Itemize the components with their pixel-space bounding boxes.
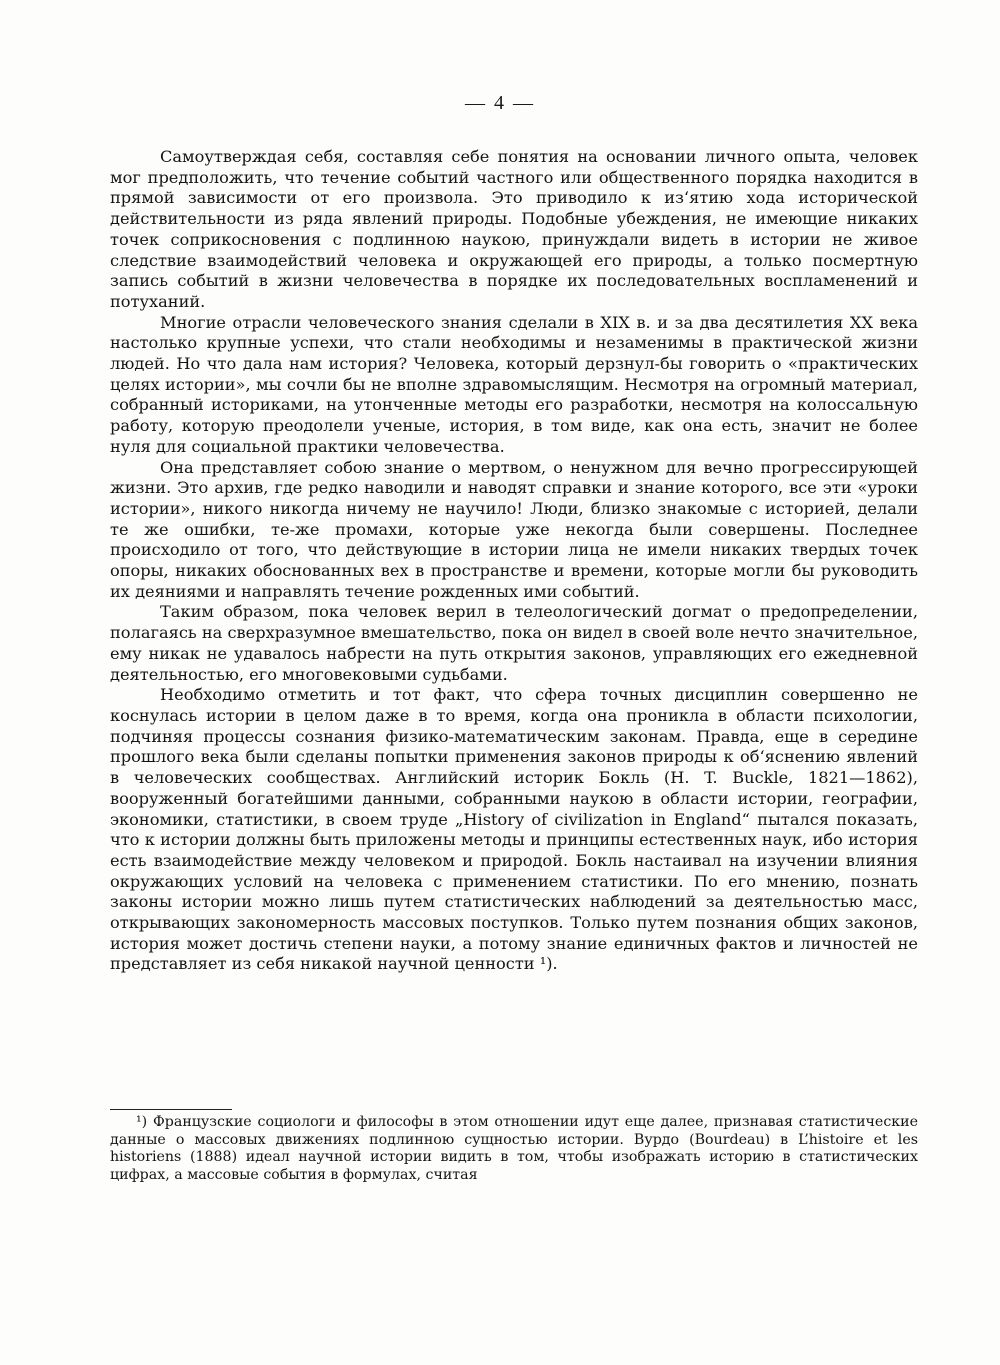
- paragraph-3: Она представляет собою знание о мертвом, о ненужном для вечно прогрессирующей жизни. Это архив, где редко наводили и наводят справки и знание которого, все эти «уроки истории», никого никогда ничему не научило! Люди, близко знакомые с историей, делали те же ошибки, те-же промахи, которые уже некогда были совершены. Последнее происходило от того, что действующие в истории лица не имели никаких твердых точек опоры, никаких обоснованных вех в пространстве и времени, которые могли бы руководить их деяниями и направлять течение рожденных ими событий.: [110, 457, 918, 601]
- footnote: ¹) Французские социологи и философы в этом отношении идут еще далее, признавая статистические данные о массовых движениях подлинною сущностью истории. Вурдо (Bourdeau) в L’histoire et les historiens (1888) идеал научной истории видить в том, чтобы изображать историю в статистических цифрах, а массовые события в формулах, считая: [110, 1114, 918, 1183]
- page-number: — 4 —: [465, 92, 535, 114]
- paragraph-4: Таким образом, пока человек верил в телеологический догмат о предопределении, полагаясь на сверхразумное вмешательство, пока он видел в своей воле нечто значительное, ему никак не удавалось набрести на путь открытия законов, управляющих его ежедневной деятельностью, его многовековыми судьбами.: [110, 602, 918, 684]
- main-text: [110, 147, 918, 975]
- paragraph-2: Многие отрасли человеческого знания сделали в XIX в. и за два десятилетия XX века настолько крупные успехи, что стали необходимы и незаменимы в практической жизни людей. Но что дала нам история? Человека, который дерзнул-бы говорить о «практических целях истории», мы сочли бы не вполне здравомыслящим. Несмотря на огромный материал, собранный историками, на утонченные методы его разработки, несмотря на колоссальную работу, которую преодолели ученые, история, в том виде, как она есть, значит не более нуля для социальной практики человечества.: [110, 312, 918, 456]
- paragraph-5: Необходимо отметить и тот факт, что сфера точных дисциплин совершенно не коснулась истории в целом даже в то время, когда она проникла в области психологии, подчиняя процессы сознания физико-математическим законам. Правда, еще в середине прошлого века были сделаны попытки применения законов природы к об‘яснению явлений в человеческих сообществах. Английский историк Бокль (H. T. Buckle, 1821—1862), вооруженный богатейшими данными, собранными наукою в области истории, географии, экономики, статистики, в своем труде „History of civilization in England“ пытался показать, что к истории должны быть приложены методы и принципы естественных наук, ибо история есть взаимодействие между человеком и природой. Бокль настаивал на изучении влияния окружающих условий на человека с применением статистики. По его мнению, познать законы истории можно лишь путем статистических наблюдений за деятельностью масс, открывающих закономерность массовых поступков. Только путем познания общих законов, история может достичь степени науки, а потому знание единичных фактов и личностей не представляет из себя никакой научной ценности ¹).: [110, 685, 918, 974]
- footnote-divider: [110, 1109, 232, 1110]
- paragraph-1: Самоутверждая себя, составляя себе понятия на основании личного опыта, человек мог предположить, что течение событий частного или общественного порядка находится в прямой зависимости от его произвола. Это приводило к из‘ятию хода исторической действительности из ряда явлений природы. Подобные убеждения, не имеющие никаких точек соприкосновения с подлинною наукою, принуждали видеть в истории не живое следствие взаимодействий человека и окружающей его природы, а только посмертную запись событий в жизни человечества в порядке их последовательных воспламенений и потуханий.: [110, 147, 918, 311]
